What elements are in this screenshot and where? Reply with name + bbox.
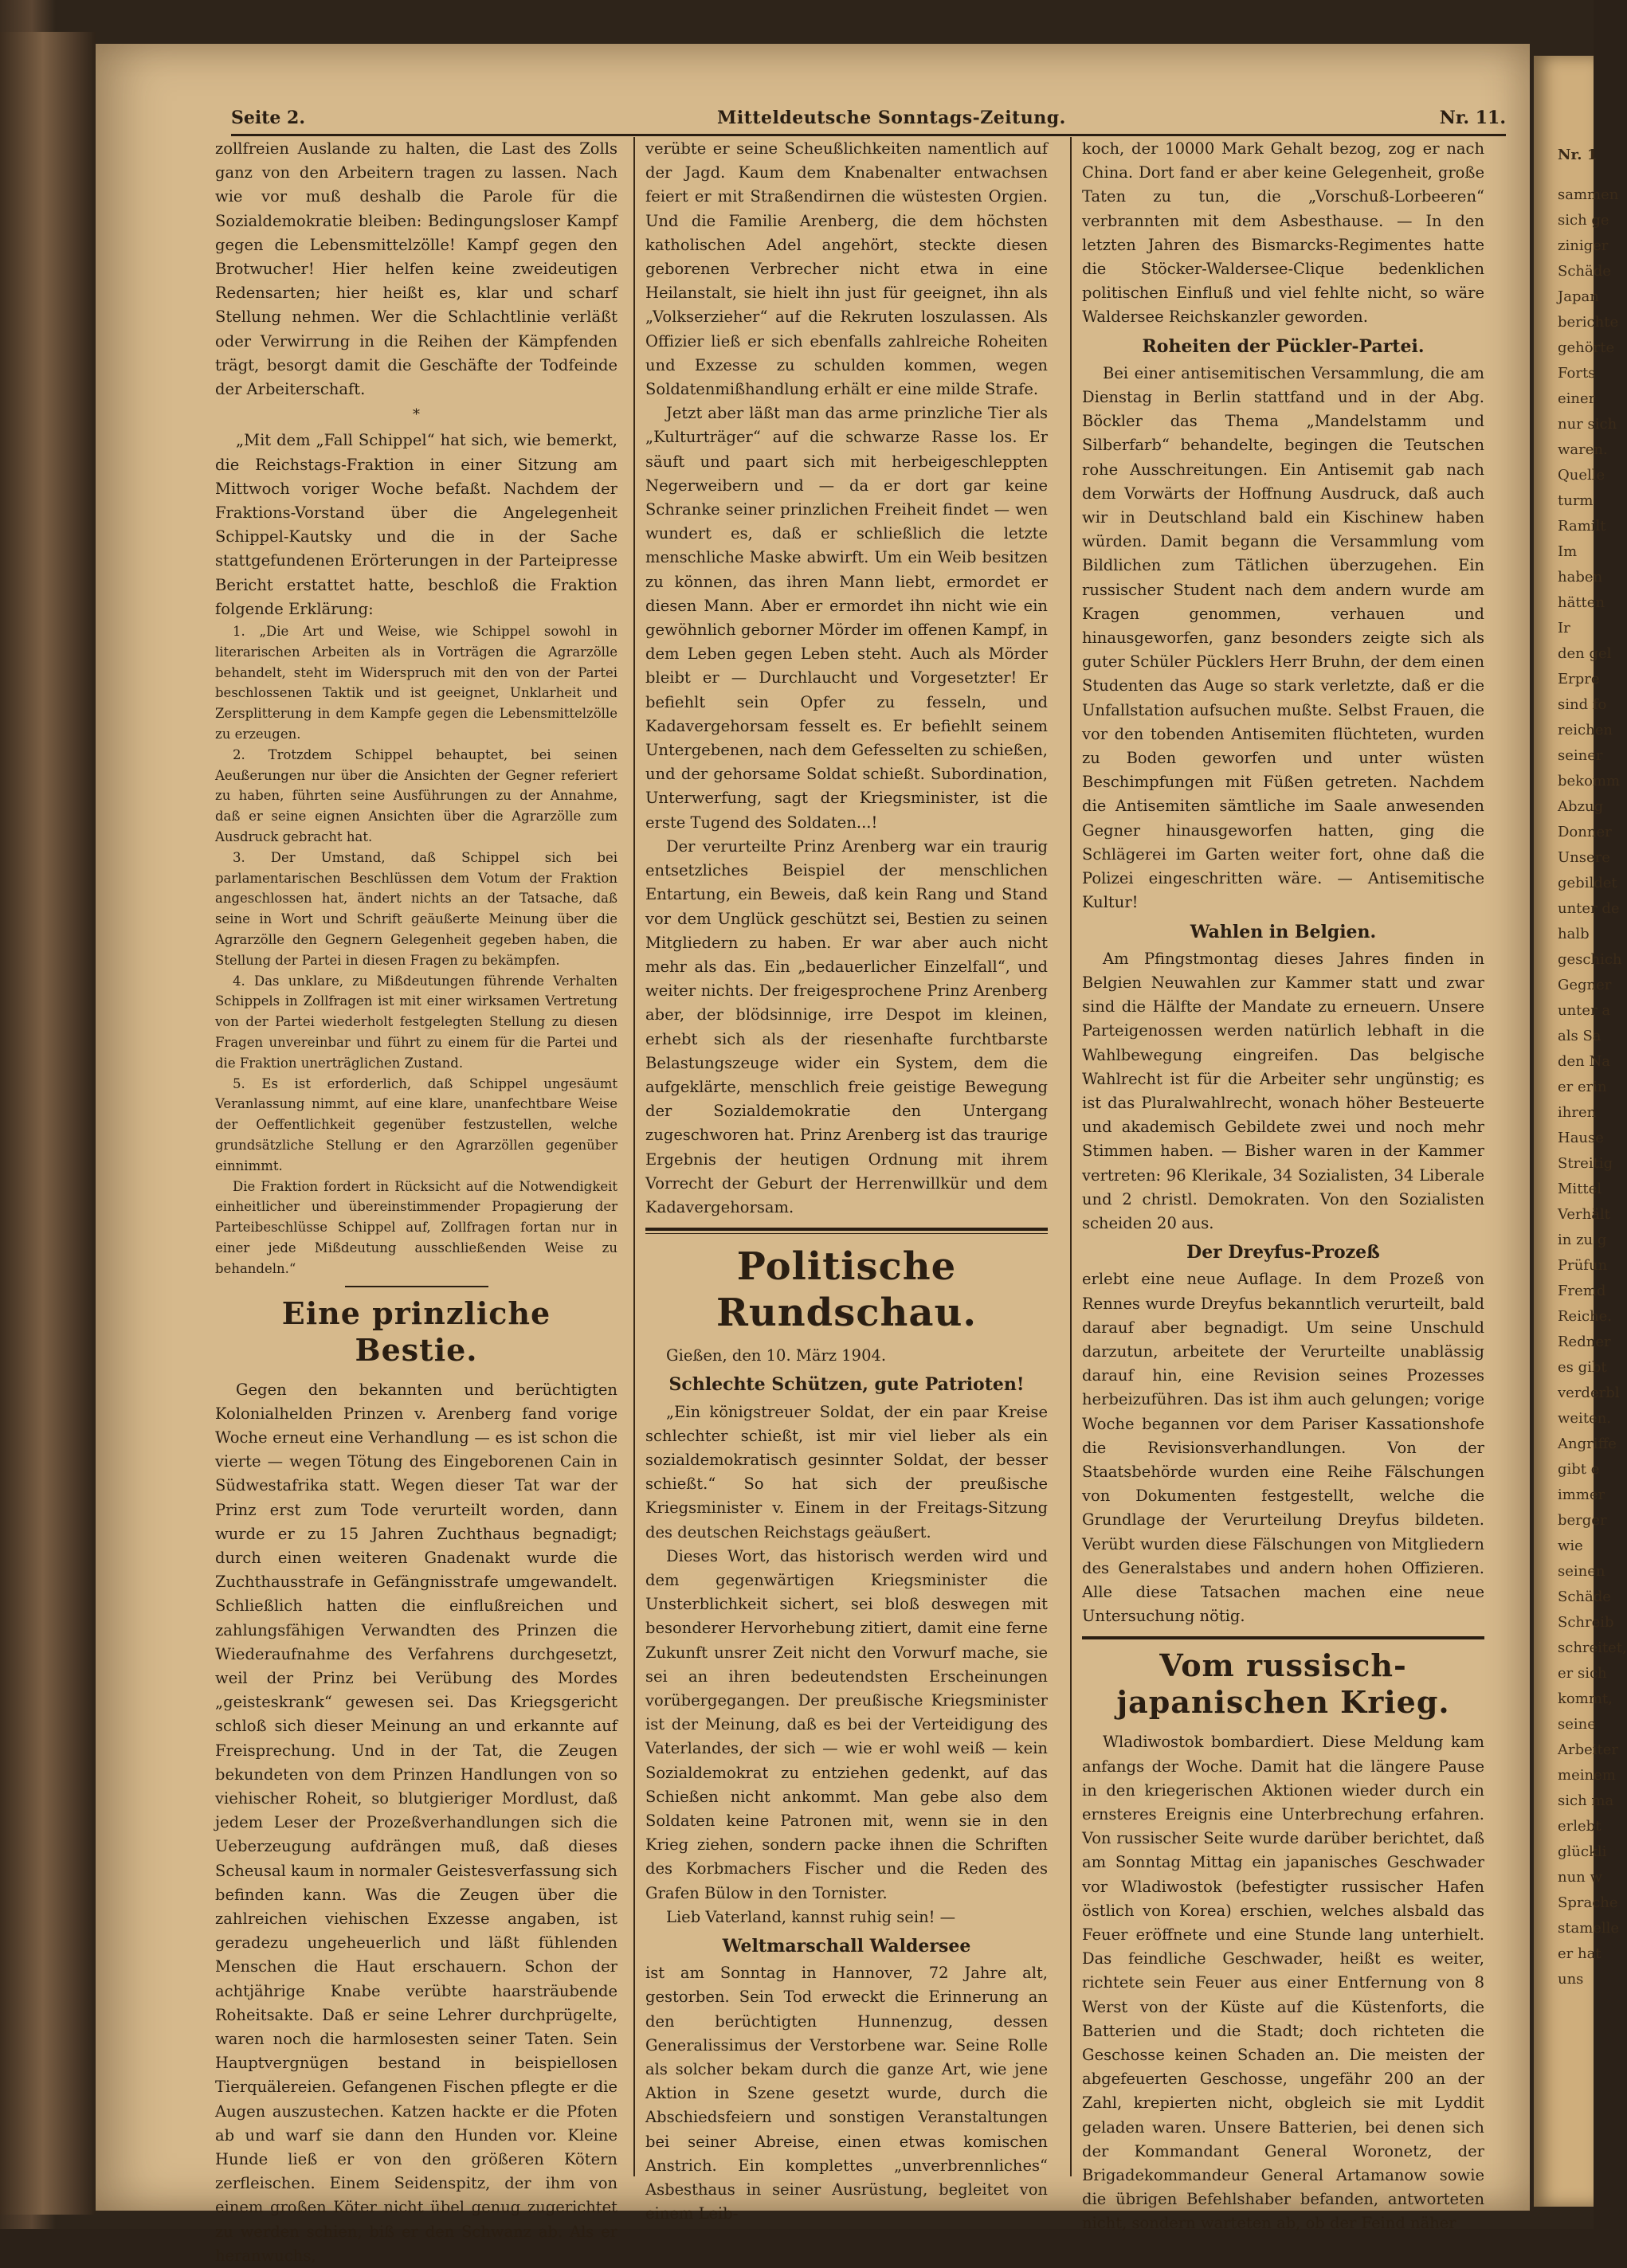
article-heading: Vom russisch-japanischen Krieg. [1116,1647,1450,1721]
adjacent-page-line: sind fo [1558,696,1607,713]
adjacent-page-line: in zu g [1558,1232,1607,1248]
article-text: „Mit dem „Fall Schippel“ hat sich, wie bemerkt, die Reichstags-Fraktion in einer Sitzung am Mittwoch voriger Woche befaßt. Nachdem der Fraktions-Vorstand über die Angelegenheit Schippel-Kautsky und die in der Sache stattgefundenen Erörterungen in der Parteipresse Bericht erstattet hatte, beschloß die Fraktion folgende Erklärung: [215,431,617,618]
adjacent-page-line: haben [1558,569,1603,586]
adjacent-page-line: er erin [1558,1079,1607,1095]
article-text: Am Pfingstmontag dieses Jahres finden in Belgien Neuwahlen zur Kammer statt und zwar sind die Hälfte der Mandate zu erneuern. Unsere Parteigenossen werden natürlich lebhaft in die Wahlbewegung eingreifen. Das belgische Wahlrecht ist für die Arbeiter sehr ungünstig; es ist das Pluralwahlrecht, wonach höher Besteuerte und akademisch Gebildete zwei und noch mehr Stimmen haben. — Bisher waren in der Kammer vertreten: 96 Klerikale, 34 Sozialisten, 34 Liberale und 2 christl. Demokraten. Von den Sozialisten scheiden 20 aus. [1082,949,1484,1232]
adjacent-page-line: den gel [1558,645,1612,662]
declaration-item: 5. Es ist erforderlich, daß Schippel ungesäumt Veranlassung nimmt, auf eine klare, unanfechtbare Weise der Oeffentlichkeit gegenüber festzustellen, welche grundsätzliche Stellung er den Agrarzöllen gegenüber einnimmt. [215,1075,617,1173]
adjacent-page-line: Mittel [1558,1181,1602,1197]
adjacent-page-line: Donner [1558,824,1612,840]
page-number: Seite 2. [231,108,306,128]
adjacent-page-line: Prüfun [1558,1257,1608,1274]
subheading: Roheiten der Pückler-Partei. [1142,335,1425,357]
adjacent-page-line: er hat [1558,1945,1602,1962]
subheading: Wahlen in Belgien. [1190,921,1377,942]
adjacent-page-line: Arbeiter [1558,1741,1619,1758]
adjacent-page-line: weiten. [1558,1410,1612,1427]
adjacent-page-line: Forts [1558,365,1596,382]
adjacent-page-line: waren. [1558,441,1608,458]
adjacent-page-line: Streitig [1558,1155,1613,1172]
adjacent-page-line: Schreib [1558,1614,1614,1631]
book-binding [0,32,96,2215]
adjacent-page-line: Redner [1558,1334,1611,1350]
declaration-item: Die Fraktion fordert in Rücksicht auf die Notwendigkeit einheitlicher und übereinstimmender Propagierung der Parteibeschlüsse Schippel auf, Zollfragen fortan nur in einer jede Mißdeutung ausschließenden Weise zu behandeln.“ [215,1178,617,1276]
adjacent-page-line: Schäde [1558,263,1611,280]
adjacent-page-line: als Sa [1558,1028,1602,1044]
article-text: Bei einer antisemitischen Versammlung, die am Dienstag in Berlin stattfand und in der Abg. Böckler das Thema „Mandelstamm und Silberfarb“ behandelte, begingen die Teutschen rohe Ausschreitungen. Ein Antisemit gab nach dem Vorwärts der Hoffnung Ausdruck, daß auch wir in Deutschland bald ein Kischinew haben würden. Damit begann die Versammlung vom Bildlichen zum Tätlichen überzugehen. Ein russischer Student nach dem andern wurde am Kragen genommen, verhauen und hinausgeworfen, ganz besonders zeigte sich als guter Schüler Pücklers Herr Bruhn, der dem einen Studenten das Auge so stark verletzte, daß er die Unfallstation aufsuchen mußte. Selbst Frauen, die vor den tobenden Antisemiten flüchteten, wurden zu Boden geworfen und unter wüsten Beschimpfungen mit Füßen getreten. Nachdem die Antisemiten sämtliche im Saale anwesenden Gegner hinausgeworfen hatten, ging die Schlägerei im Garten weiter fort, ohne daß die Polizei eingeschritten wäre. — Antisemitische Kultur! [1082,363,1484,912]
subheading: Der Dreyfus-Prozeß [1186,1242,1380,1263]
adjacent-page-line: Im [1558,543,1578,560]
page-header [231,108,1506,136]
subheading: Weltmarschall Waldersee [722,1936,971,1957]
adjacent-page-line: ziniger [1558,237,1609,254]
article-text: ist am Sonntag in Hannover, 72 Jahre alt, gestorben. Sein Tod erweckt die Erinnerung an den berüchtigten Hunnenzug, dessen Generalissimus der Verstorbene war. Seine Rolle als solcher bekam durch die ganze Art, wie jene Aktion in Szene gesetzt wurde, durch die Abschiedsfeiern und sonstigen Veranstaltungen bei seiner Abreise, einen etwas komischen Anstrich. Ein komplettes „unverbrennliches“ Asbesthaus in seiner Ausrüstung, begleitet von einem Leib- [645,1964,1048,2223]
adjacent-page-line: reichen [1558,722,1613,738]
adjacent-page-line: Ramilt [1558,518,1606,535]
adjacent-page-line: Sprache [1558,1894,1618,1911]
article-text: Gegen den bekannten und berüchtigten Kolonialhelden Prinzen v. Arenberg fand vorige Woche erneut eine Verhandlung — es ist schon die vierte — wegen Tötung des Eingeborenen Cain in Südwestafrika statt. Wegen dieser Tat war der Prinz erst zum Tode verurteilt worden, dann wurde er zu 15 Jahren Zuchthaus begnadigt; durch einen weiteren Gnadenakt wurde die Zuchthausstrafe in Gefängnisstrafe umgewandelt. Schließlich hatten die einflußreichen und zahlungsfähigen Verwandten des Prinzen die Wiederaufnahme des Verfahrens durchgesetzt, weil der Prinz bei Verübung des Mordes „geisteskrank“ gewesen sei. Das Kriegsgericht schloß sich dieser Meinung an und erkannte auf Freisprechung. Und in der Tat, die Zeugen bekundeten von dem Prinzen Handlungen von so viehischer Roheit, so blutgieriger Mordlust, daß jedem Leser der Prozeßverhandlungen sich die Ueberzeugung aufdrängen muß, daß dieses Scheusal kaum in normaler Geistesverfassung sich befinden kann. Was die Zeugen über die zahlreichen viehischen Exzesse angaben, ist geradezu ungeheuerlich und läßt fühlenden Menschen die Haut erschauern. Schon der achtjährige Knabe verübte haarsträubende Roheitsakte. Daß er seine Lehrer durchprügelte, waren noch die harmlosesten seiner Taten. Sein Hauptvergnügen bestand in beispiellosen Tierquälereien. Gefangenen Fischen pflegte er die Augen auszustechen. Katzen hackte er die Pfoten ab und warf sie dann den Hunden vor. Kleine Hunde ließ er von den größeren Kötern zerfleischen. Einem Seidenspitz, der ihm von einem großen Köter nicht übel genug zugerichtet zu werden schien, biß er den Schwanz ab. Als er heranwuchs, [215,1380,617,2265]
adjacent-page-line: Ir [1558,620,1570,637]
declaration-item: 4. Das unklare, zu Mißdeutungen führende Verhalten Schippels in Zollfragen ist mit einer wirksamen Vertretung von der Partei wiederholt festgelegten Stellung zu diesen Fragen unvereinbar und führt zu einem für die Partei und die Fraktion unerträglichen Zustand. [215,973,617,1071]
article-text: verübte er seine Scheußlichkeiten namentlich auf der Jagd. Kaum dem Knabenalter entwachsen feiert er mit Straßendirnen die wüstesten Orgien. Und die Familie Arenberg, die dem höchsten katholischen Adel angehört, steckte diesen geborenen Verbrecher nicht etwa in eine Heilanstalt, sie hielt ihn just für geeignet, ihn als „Volkserzieher“ auf die Rekruten loszulassen. Als Offizier ließ er sich ebenfalls zahlreiche Roheiten und Exzesse zu schulden kommen, wegen Soldatenmißhandlung erhält er eine milde Strafe. [645,139,1048,399]
adjacent-page-line: gehörte [1558,339,1615,356]
article-text: „Ein königstreuer Soldat, der ein paar Kreise schlechter schießt, ist mir viel lieber als ein sozialdemokratisch gesinnter Soldat, der besser schießt.“ So hat sich der preußische Kriegsminister v. Einem in der Freitags-Sitzung des deutschen Reichstags geäußert. [645,1402,1048,1541]
article-text: Lieb Vaterland, kannst ruhig sein! — [666,1907,956,1926]
adjacent-page-edge [1534,56,1627,2207]
adjacent-page-line: Unsere [1558,849,1610,866]
article-text: erlebt eine neue Auflage. In dem Prozeß von Rennes wurde Dreyfus bekanntlich verurteilt, bald darauf aber begnadigt. Um seine Unschuld darzutun, arbeitete der Verurteilte unablässig darauf hin, eine Revision seines Prozesses herbeizuführen. Das ist ihm auch gelungen; vorige Woche begannen vor dem Pariser Kassationshofe die Revisionsverhandlungen. Von der Staatsbehörde wurden eine Reihe Fälschungen von Dokumenten festgestellt, welche die Grundlage der Verurteilung Dreyfus bildeten. Verübt wurden diese Fälschungen von Mitgliedern des Generalstabes und andern hohen Offizieren. Alle diese Tatsachen machen eine neue Untersuchung nötig. [1082,1270,1484,1626]
adjacent-page-line: es gibt [1558,1359,1607,1376]
newspaper-title: Mitteldeutsche Sonntags-Zeitung. [717,108,1066,128]
adjacent-page-line: Hause [1558,1130,1604,1146]
adjacent-page-line: hätten [1558,594,1605,611]
declaration-item: 3. Der Umstand, daß Schippel sich bei parlamentarischen Beschlüssen dem Votum der Fraktion angeschlossen hat, ändert nichts an der Tatsache, daß seine in Wort und Schrift geäußerte Meinung über die Agrarzölle den Gegnern Gelegenheit gegeben haben, die Stellung der Partei in diesen Fragen zu bekämpfen. [215,849,617,968]
column-rule-2 [1070,137,1072,2176]
adjacent-page-line: Japan [1558,288,1599,305]
adjacent-page-line: Quelle [1558,467,1605,484]
adjacent-page-line: uns [1558,1971,1584,1988]
column-3 [1082,137,1484,2233]
issue-number: Nr. 11. [1439,108,1506,128]
adjacent-page-line: turm [1558,492,1594,509]
subheading: Schlechte Schützen, gute Patrioten! [668,1374,1025,1396]
column-rule-1 [633,137,635,2176]
section-rule [1082,1636,1484,1639]
adjacent-page-line: er sich [1558,1665,1607,1682]
adjacent-page-line: Fremd [1558,1283,1606,1299]
adjacent-page-line: nur sich [1558,416,1617,433]
column-2 [645,137,1048,2223]
article-text: Der verurteilte Prinz Arenberg war ein traurig entsetzliches Beispiel der menschlichen Entartung, ein Beweis, daß kein Rang und Stand vor dem Unglück geschützt sei, Bestien zu seinen Mitgliedern zu haben. Er war aber auch nicht mehr als das. Ein „bedauerlicher Einzelfall“, und weiter nichts. Der freigesprochene Prinz Arenberg aber, der blödsinnige, irre Despot im kleinen, erhebt sich als der riesenhafte furchtbarste Belastungszeuge wider ein System, dem die aufgeklärte, menschlich freie geistige Bewegung der Sozialdemokratie den Untergang zugeschworen hat. Prinz Arenberg ist das traurige Ergebnis der heutigen Ordnung mit ihrem Vorrecht der Geburt der Herrenwillkür und dem Kadavergehorsam. [645,836,1048,1216]
adjacent-page-line: unter de [1558,900,1620,917]
adjacent-page-line: bekomm [1558,773,1621,789]
adjacent-page-header: Nr. 1 [1558,147,1598,163]
adjacent-page-line: Verhält [1558,1206,1610,1223]
adjacent-page-line: kommt, [1558,1690,1613,1707]
section-separator: * [413,406,420,424]
adjacent-page-line: einer [1558,390,1596,407]
adjacent-page-line: gebildet [1558,875,1617,891]
adjacent-page-line: seine [1558,1716,1596,1733]
adjacent-page-line: Gegner [1558,977,1612,993]
adjacent-page-line: unter a [1558,1002,1611,1019]
article-text: Wladiwostok bombardiert. Diese Meldung kam anfangs der Woche. Damit hat die längere Pause in den kriegerischen Aktionen wieder durch ein ernsteres Ereignis eine Unterbrechung erfahren. Von russischer Seite wurde darüber berichtet, daß am Sonntag Mittag ein japanisches Geschwader vor Wladiwostok (befestigter russischer Hafen östlich von Korea) erschien, welches alsbald das Feuer eröffnete und eine Stunde lang unterhielt. Das feindliche Geschwader, heißt es weiter, richtete sein Feuer aus einer Entfernung von 8 Werst von der Küste auf die Küstenforts, die Batterien und die Stadt; doch richteten die Geschosse keinen Schaden an. Die meisten der abgefeuerten Geschosse, ungefähr 200 an der Zahl, krepierten nicht, obgleich sie mit Lyddit geladen waren. Unsere Batterien, bei denen sich der Kommandant General Woronetz, der Brigadekommandeur General Artamanow sowie die übrigen Befehlshaber befanden, antworteten nicht, sondern warteten ab, ob der Feind näher [1082,1733,1484,2233]
adjacent-page-line: erlebt [1558,1818,1602,1835]
declaration-block [215,621,617,1279]
column-1 [215,137,617,2265]
adjacent-page-line: Erpre [1558,671,1600,687]
header-rule [231,134,1506,136]
adjacent-page-line: verderbl [1558,1385,1620,1401]
article-text: koch, der 10000 Mark Gehalt bezog, zog er nach China. Dort fand er aber keine Gelegenheit, große Taten zu tun, die „Vorschuß-Lorbeeren“ verbrannten mit dem Asbesthause. — In den letzten Jahren des Bismarcks-Regimentes hatte die Stöcker-Waldersee-Clique bedenklichen politischen Einfluß und viel fehlte nicht, so wäre Waldersee Reichskanzler geworden. [1082,139,1484,327]
adjacent-page-line: meinem [1558,1767,1616,1784]
adjacent-page-line: seinen [1558,1563,1605,1580]
adjacent-page-line: Schäde [1558,1588,1611,1605]
adjacent-page-line: ihren [1558,1104,1597,1121]
adjacent-page-line: stamelle [1558,1920,1620,1937]
section-rule [645,1233,1048,1234]
adjacent-page-line: den Na [1558,1053,1610,1070]
adjacent-page-line: schreitet, [1558,1639,1627,1656]
declaration-item: 2. Trotzdem Schippel behauptet, bei seinen Aeußerungen nur über die Ansichten der Gegner referiert zu haben, führten seine Ausführungen zu der Annahme, daß er seine eignen Ansichten über die Agrarzölle zum Ausdruck gebracht hat. [215,746,617,845]
adjacent-page-line: Abzug [1558,798,1604,815]
article-text: Dieses Wort, das historisch werden wird und dem gegenwärtigen Kriegsminister die Unsterblichkeit sichert, sei bloß deswegen mit besonderer Hervorhebung zitiert, damit eine ferne Zukunft unsrer Zeit nicht den Vorwurf mache, sie sei an ihren bedeutendsten Erscheinungen vorübergegangen. Der preußische Kriegsminister ist der Meinung, daß es bei der Verteidigung des Vaterlandes, der sich — wie er wohl weiß — kein Sozialdemokrat zu entziehen gedenkt, auf das Schießen nicht ankommt. Man gebe also dem Soldaten keine Patronen mit, wenn sie in den Krieg ziehen, sondern packe ihnen die Schriften des Korbmachers Fischer und die Reden des Grafen Bülow in den Tornister. [645,1546,1048,1902]
section-rule [645,1228,1048,1231]
article-heading: Eine prinzliche Bestie. [281,1295,551,1368]
adjacent-page-line: gibt e [1558,1461,1600,1478]
adjacent-page-line: wie [1558,1537,1583,1554]
article-text: Jetzt aber läßt man das arme prinzliche Tier als „Kulturträger“ auf die schwarze Rasse los. Er säuft und paart sich mit herbeigeschleppten Negerweibern und — da er dort gar keine Schranke seiner prinzlichen Freiheit findet — wen wundert es, daß er schließlich die letzte menschliche Maske abwirft. Um ein Weib besitzen zu können, das ihren Mann liebt, ermordet er diesen Mann. Aber er ermordet ihn nicht wie ein gewöhnlich geborner Mörder im offenen Kampf, in dem Leben gegen Leben steht. Auch als Mörder bleibt er — Durchlaucht und Vorgesetzter! Er befiehlt sein Opfer zu fesseln, und Kadavergehorsam fesselt es. Er befiehlt seinem Untergebenen, nach dem Gefesselten zu schießen, und der gehorsame Soldat schießt. Subordination, Unterwerfung, sagt der Kriegsminister, ist die erste Tugend des Soldaten...! [645,404,1048,832]
section-heading: Politische Rundschau. [715,1244,978,1336]
adjacent-page-line: Reiche. [1558,1308,1613,1325]
adjacent-page-line: geschich [1558,951,1622,968]
adjacent-page-line: halb [1558,926,1590,942]
adjacent-page-line: sich ge [1558,212,1609,229]
adjacent-page-line: seiner [1558,747,1603,764]
dateline: Gießen, den 10. März 1904. [666,1346,887,1365]
adjacent-page-line: sammen [1558,186,1619,203]
adjacent-page-line: immer [1558,1487,1605,1503]
adjacent-page-line: berger [1558,1512,1607,1529]
adjacent-page-line: sich ma [1558,1792,1614,1809]
adjacent-page-line: Angriffe [1558,1436,1617,1452]
declaration-item: 1. „Die Art und Weise, wie Schippel sowohl in literarischen Arbeiten als in Vorträgen die Agrarzölle behandelt, steht im Widerspruch mit den von der Partei beschlossenen Taktik und ist geeignet, Unklarheit und Zersplitterung in dem Kampfe gegen die Lebensmittelzölle zu erzeugen. [215,624,617,742]
adjacent-page-line: nun w [1558,1869,1602,1886]
adjacent-page-line: glückli [1558,1843,1607,1860]
adjacent-page-line: berichte [1558,314,1619,331]
article-text: zollfreien Auslande zu halten, die Last des Zolls ganz von den Arbeitern tragen zu lassen. Nach wie vor muß deshalb die Parole für die Sozialdemokratie bleiben: Bedingungsloser Kampf gegen die Lebensmittelzölle! Kampf gegen den Brotwucher! Hier helfen keine zweideutigen Redensarten; hier heißt es, klar und scharf Stellung nehmen. Wer die Schlachtlinie verläßt oder Verwirrung in die Reihen der Kämpfenden trägt, besorgt damit die Geschäfte der Todfeinde der Arbeiterschaft. [215,139,617,399]
divider [345,1286,488,1287]
